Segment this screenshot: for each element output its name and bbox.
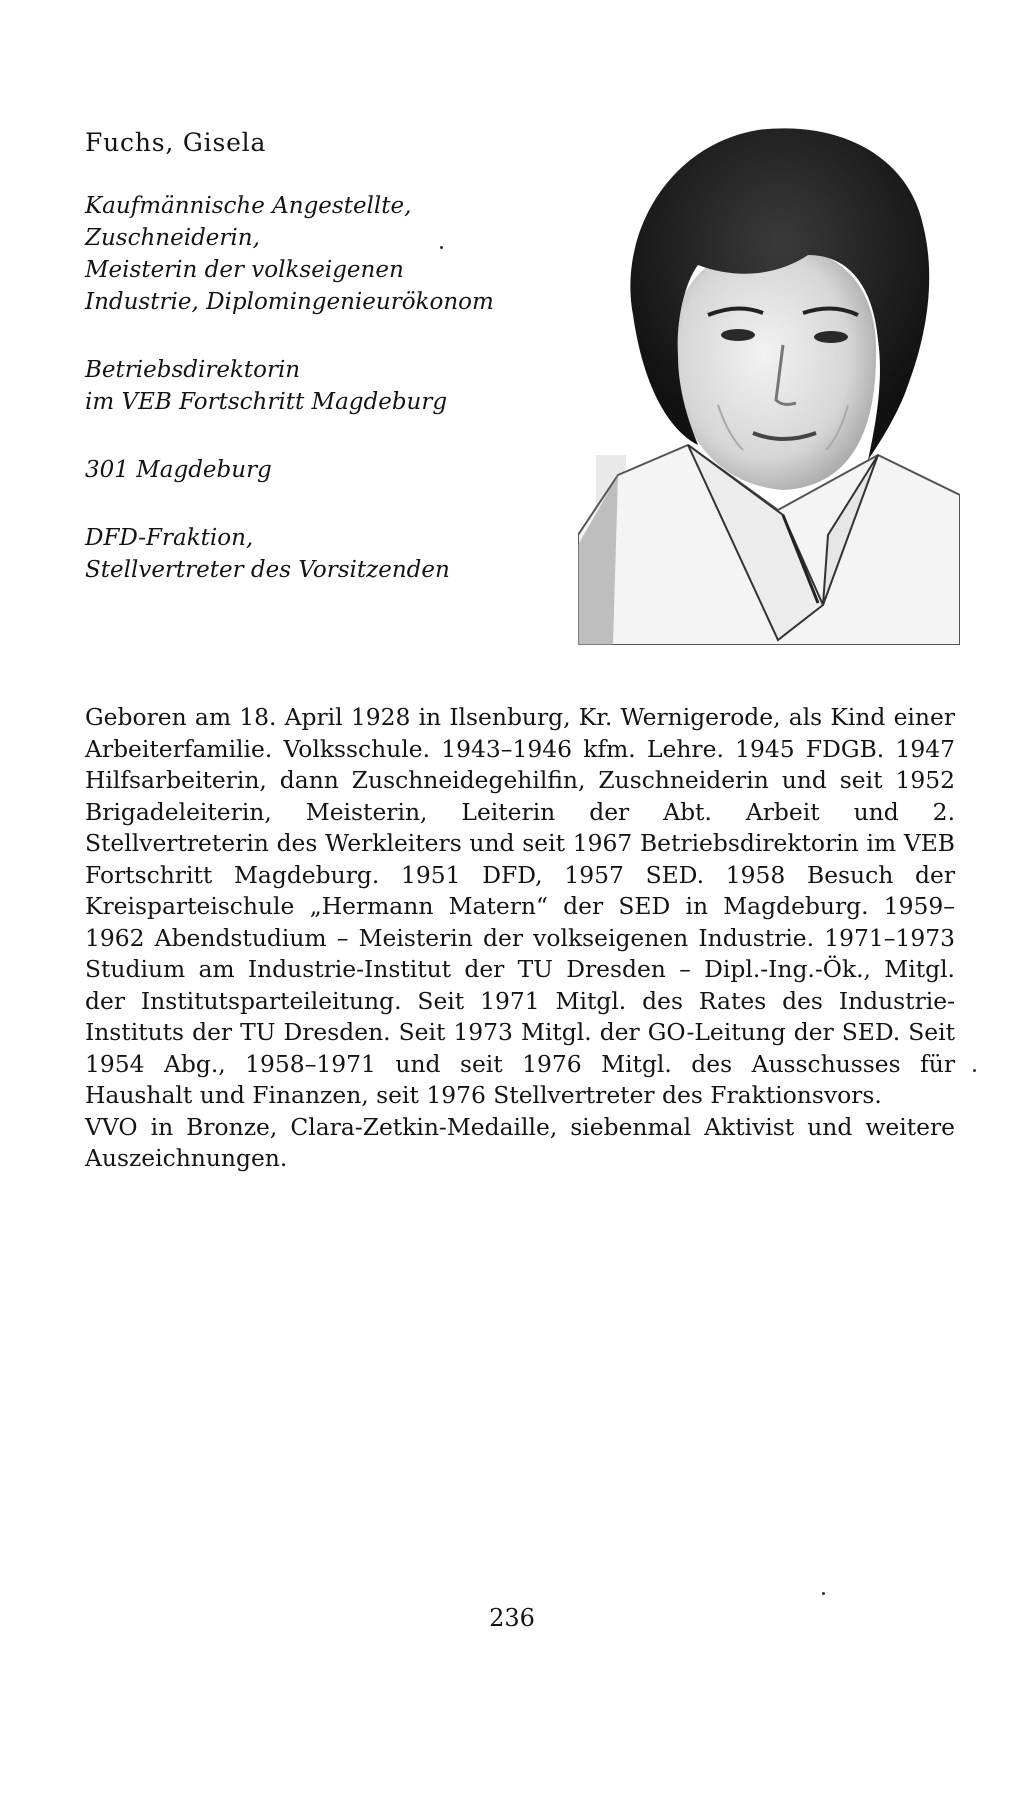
position-block <box>85 354 585 418</box>
occupation-line: Zuschneiderin, <box>85 225 260 251</box>
address-line: 301 Magdeburg <box>85 457 272 483</box>
address-block <box>85 454 585 486</box>
faction-block <box>85 522 585 586</box>
print-speck <box>440 246 443 249</box>
occupations-block <box>85 190 585 318</box>
occupation-line: Meisterin der volkseigenen <box>85 257 404 283</box>
occupation-line: Kaufmännische Angestellte, <box>85 193 412 219</box>
profile-info <box>85 190 585 622</box>
person-name: Fuchs, Gisela <box>85 128 267 157</box>
biography <box>85 702 955 1175</box>
position-line: Betriebsdirektorin <box>85 357 301 383</box>
faction-line: DFD-Fraktion, <box>85 525 254 551</box>
biography-text: Geboren am 18. April 1928 in Ilsenburg, Kr. Wernigerode, als Kind einer Arbeiterfamilie. Volksschule. 1943–1946 kfm. Lehre. 1945 FDGB. 1947 Hilfsarbeiterin, dann Zuschneidegehilfin, Zuschneiderin und seit 1952 Brigadeleiterin, Meisterin, Leiterin der Abt. Arbeit und 2. Stellvertreterin des Werkleiters und seit 1967 Betriebsdirektorin im VEB Fortschritt Magdeburg. 1951 DFD, 1957 SED. 1958 Besuch der Kreisparteischule „Hermann Matern“ der SED in Magdeburg. 1959–1962 Abendstudium – Meisterin der volkseigenen Industrie. 1971–1973 Studium am Industrie-Institut der TU Dresden – Dipl.-Ing.-Ök., Mitgl. der Institutsparteileitung. Seit 1971 Mitgl. des Rates des Industrie-Instituts der TU Dresden. Seit 1973 Mitgl. der GO-Leitung der SED. Seit 1954 Abg., 1958–1971 und seit 1976 Mitgl. des Ausschusses für Haushalt und Finanzen, seit 1976 Stellvertreter des Fraktionsvors. <box>85 703 955 1109</box>
print-speck <box>822 1592 825 1595</box>
page-number: 236 <box>489 1604 535 1632</box>
print-speck <box>973 1069 976 1072</box>
portrait-photo <box>578 115 960 645</box>
awards-text: VVO in Bronze, Clara-Zetkin-Medaille, siebenmal Aktivist und weitere Auszeichnungen. <box>85 1112 955 1172</box>
occupation-line: Industrie, Diplomingenieurökonom <box>85 289 494 315</box>
position-line: im VEB Fortschritt Magdeburg <box>85 389 448 415</box>
faction-line: Stellvertreter des Vorsitzenden <box>85 557 450 583</box>
